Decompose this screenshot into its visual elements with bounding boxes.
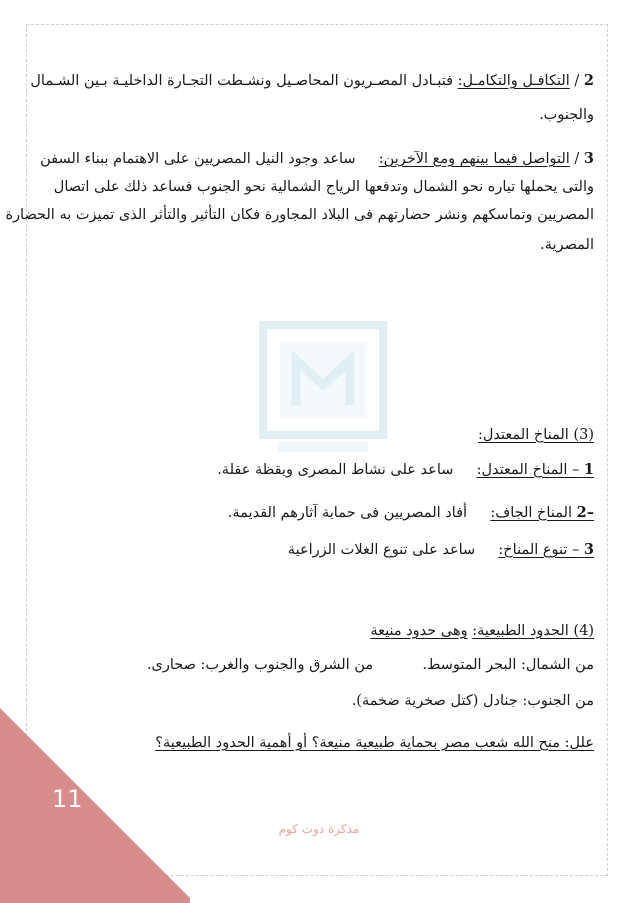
section-2-text: فتبـادل المصـريون المحاصـيل ونشـطت التجـارة الداخليـة بـين الشـمال xyxy=(30,73,454,89)
section-3-text: ساعد وجود النيل المصريين على الاهتمام ببناء السفن xyxy=(40,151,356,167)
page-number: 11 xyxy=(52,785,83,813)
section-2-line-1: 2 / التكافـل والتكامـل: فتبـادل المصـريون المحاصـيل ونشـطت التجـارة الداخليـة بـين الشـمال xyxy=(30,72,594,89)
borders-north-label: من الشمال: xyxy=(520,657,594,673)
climate-item-2: –2 المناخ الجاف: أفاد المصريين فى حماية آثارهم القديمة. xyxy=(227,504,594,521)
section-2-number: 2 xyxy=(583,72,594,89)
section-3-line-3: المصريين وتماسكهم ونشر حضارتهم فى البلاد المجاورة فكان التأثير والتأثر الذى تميزت به الحضارة xyxy=(5,207,594,223)
borders-north-line xyxy=(147,650,594,680)
climate-item-1: 1 – المناخ المعتدل: ساعد على نشاط المصرى ويقظة عقلة. xyxy=(217,461,594,478)
borders-east-west: من الشرق والجنوب والغرب: صحارى. xyxy=(146,657,374,673)
climate-item-3: 3 – تنوع المناخ: ساعد على تنوع الغلات الزراعية xyxy=(287,541,594,558)
borders-question: علل: منح الله شعب مصر بحماية طبيعية منيعة؟ أو أهمية الحدود الطبيعية؟ xyxy=(155,735,594,751)
borders-heading-text: وهى حدود منيعة xyxy=(370,623,468,639)
borders-north-text: البحر المتوسط. xyxy=(422,657,517,673)
borders-heading: (4) الحدود الطبيعية: xyxy=(472,623,594,639)
climate-item-label: – تنوع المناخ: xyxy=(498,542,580,558)
climate-item-text: ساعد على نشاط المصرى ويقظة عقلة. xyxy=(217,462,454,478)
climate-item-text: أفاد المصريين فى حماية آثارهم القديمة. xyxy=(227,505,468,521)
borders-heading-line xyxy=(370,616,594,646)
section-3-number: 3 xyxy=(583,150,594,167)
section-2-title: التكافـل والتكامـل: xyxy=(457,73,570,89)
section-2-line-2: والجنوب. xyxy=(539,107,594,123)
section-3-title: التواصل فيما بينهم ومع الآخرين: xyxy=(378,151,570,167)
section-3-line-1: 3 / التواصل فيما بينهم ومع الآخرين: ساعد وجود النيل المصريين على الاهتمام ببناء السفن xyxy=(40,150,594,167)
section-3-line-2: والتى يحملها تياره نحو الشمال وتدفعها الرياح الشمالية نحو الجنوب فساعد ذلك على اتصال xyxy=(53,179,594,195)
borders-south: من الجنوب: جنادل (كتل صخرية ضخمة). xyxy=(351,693,594,709)
climate-item-label: المناخ الجاف: xyxy=(490,505,573,521)
corner-bottom-band xyxy=(0,898,190,903)
section-3-line-4: المصرية. xyxy=(540,237,594,253)
watermark-logo-icon xyxy=(258,320,388,470)
climate-item-label: – المناخ المعتدل: xyxy=(476,462,580,478)
climate-item-text: ساعد على تنوع الغلات الزراعية xyxy=(287,542,476,558)
climate-heading: (3) المناخ المعتدل: xyxy=(478,427,594,443)
footer-brand: مذكرة دوت كوم xyxy=(278,822,360,836)
corner-triangle-decoration xyxy=(0,708,190,898)
